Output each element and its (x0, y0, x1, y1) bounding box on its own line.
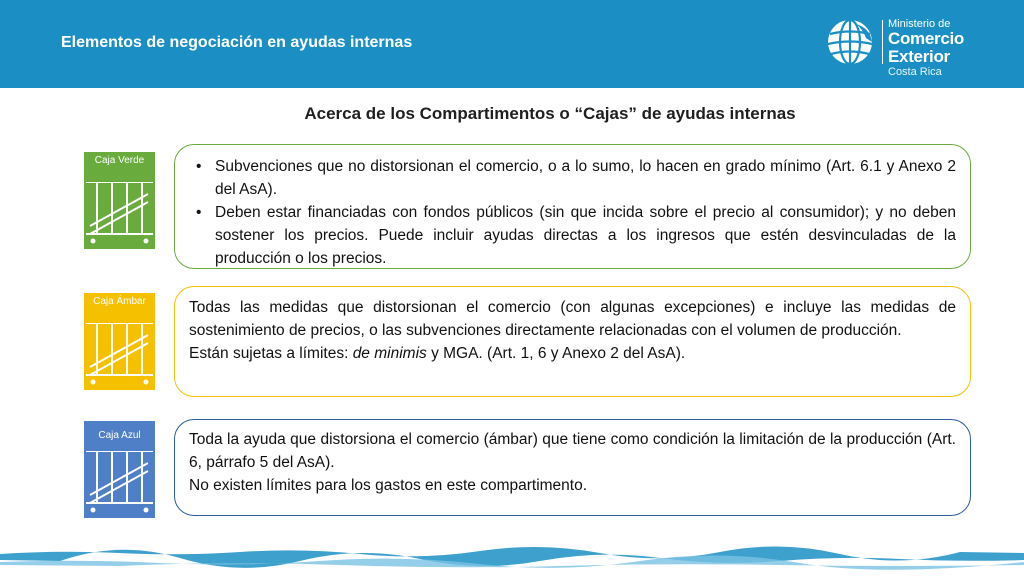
list-item: • Subvenciones que no distorsionan el comercio, o a lo sumo, lo hacen en grado mínimo (Art. 6.1 y Anexo 2 del AsA). (193, 155, 956, 201)
crate-icon (84, 182, 155, 249)
blue-box-text: Toda la ayuda que distorsiona el comercio (ámbar) que tiene como condición la limitación de la producción (Art. 6, párrafo 5 del AsA). (189, 431, 956, 471)
amber-limits-prefix: Están sujetas a límites: (189, 345, 353, 362)
amber-box-text: Todas las medidas que distorsionan el comercio (con algunas excepciones) e incluye las medidas de sostenimiento de precios, o las subvenciones directamente relacionadas con el volumen de producción. (189, 299, 956, 339)
logo-line-1: Ministerio de (888, 18, 951, 30)
blue-box-limits: No existen límites para los gastos en este compartimento. (189, 477, 588, 494)
header-title: Elementos de negociación en ayudas internas (61, 34, 413, 51)
globe-icon (826, 18, 874, 66)
blue-box-crate (84, 421, 155, 518)
logo-line-2: Comercio Exterior (888, 29, 965, 66)
header-bar (0, 0, 1024, 88)
green-box-crate (84, 152, 155, 249)
amber-box-label: Caja Ámbar (93, 296, 146, 307)
amber-limits-suffix: y MGA. (Art. 1, 6 y Anexo 2 del AsA). (426, 345, 686, 362)
crate-icon (84, 323, 155, 390)
amber-box-limits (189, 342, 956, 365)
amber-box-crate (84, 293, 155, 390)
green-box-panel (174, 144, 971, 269)
crate-icon (84, 451, 155, 518)
list-item: • Deben estar financiadas con fondos públicos (sin que incida sobre el precio al consumidor); y no deben sostener los precios. Puede incluir ayudas directas a los ingresos que estén desvinculadas de la producción o los precios. (193, 201, 956, 270)
page-title: Acerca de los Compartimentos o “Cajas” de ayudas internas (304, 104, 796, 123)
footer-wave-decoration (0, 540, 1024, 576)
logo-line-3: Costa Rica (888, 66, 942, 78)
logo-divider (882, 20, 883, 64)
green-box-label: Caja Verde (94, 155, 145, 166)
green-box-bullets (193, 155, 956, 270)
ministry-logo (826, 16, 1016, 78)
blue-box-label: Caja Azul (98, 430, 141, 441)
blue-box-panel (174, 419, 971, 516)
amber-limits-de-minimis: de minimis (352, 345, 427, 362)
amber-box-panel (174, 286, 971, 397)
logo-text (888, 18, 1016, 78)
